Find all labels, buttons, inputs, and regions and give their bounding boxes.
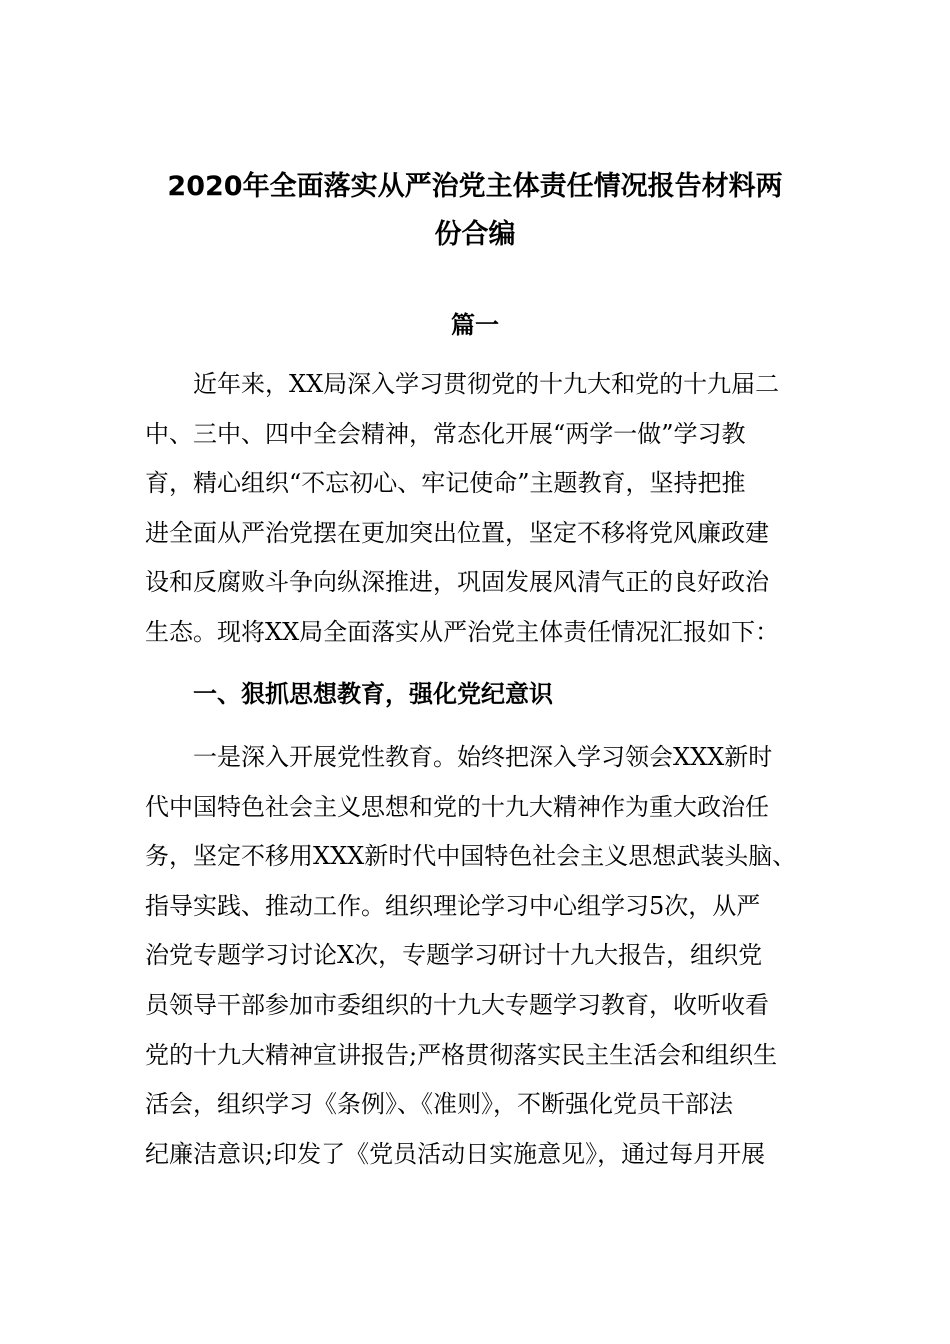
- text-line: 一是深入开展党性教育。始终把深入学习领会XXX新时: [193, 743, 773, 771]
- intro-paragraph: [145, 360, 805, 658]
- text-line: 务，坚定不移用XXX新时代中国特色社会主义思想武装头脑、: [145, 842, 797, 871]
- text-line: 员领导干部参加市委组织的十九大专题学习教育，收听收看: [145, 990, 769, 1019]
- document-title-line-2: 份合编: [434, 219, 516, 250]
- document-title-line-1: 2020年全面落实从严治党主体责任情况报告材料两: [167, 171, 783, 202]
- text-line: 活会，组织学习《条例》、《准则》，不断强化党员干部法: [145, 1090, 733, 1119]
- text-line: 育，精心组织“不忘初心、牢记使命”主题教育，坚持把推: [145, 469, 746, 498]
- part-heading: 篇一: [451, 311, 499, 339]
- text-line: 进全面从严治党摆在更加突出位置，坚定不移将党风廉政建: [145, 518, 769, 547]
- text-line: 党的十九大精神宣讲报告;严格贯彻落实民主生活会和组织生: [145, 1040, 778, 1069]
- section-1-paragraph: [145, 733, 805, 1179]
- text-line: 近年来，XX局深入学习贯彻党的十九大和党的十九届二: [193, 370, 780, 398]
- text-line: 纪廉洁意识;印发了《党员活动日实施意见》，通过每月开展: [145, 1139, 766, 1168]
- section-heading: 一、狠抓思想教育，强化党纪意识: [193, 680, 553, 708]
- text-line: 中、三中、四中全会精神，常态化开展“两学一做”学习教: [145, 419, 746, 448]
- text-line: 指导实践、推动工作。组织理论学习中心组学习5次，从严: [145, 891, 761, 920]
- text-line: 生态。现将XX局全面落实从严治党主体责任情况汇报如下：: [145, 617, 780, 646]
- text-line: 代中国特色社会主义思想和党的十九大精神作为重大政治任: [145, 792, 769, 821]
- text-line: 治党专题学习讨论X次，专题学习研讨十九大报告，组织党: [145, 941, 763, 970]
- text-line: 设和反腐败斗争向纵深推进，巩固发展风清气正的良好政治: [145, 568, 769, 597]
